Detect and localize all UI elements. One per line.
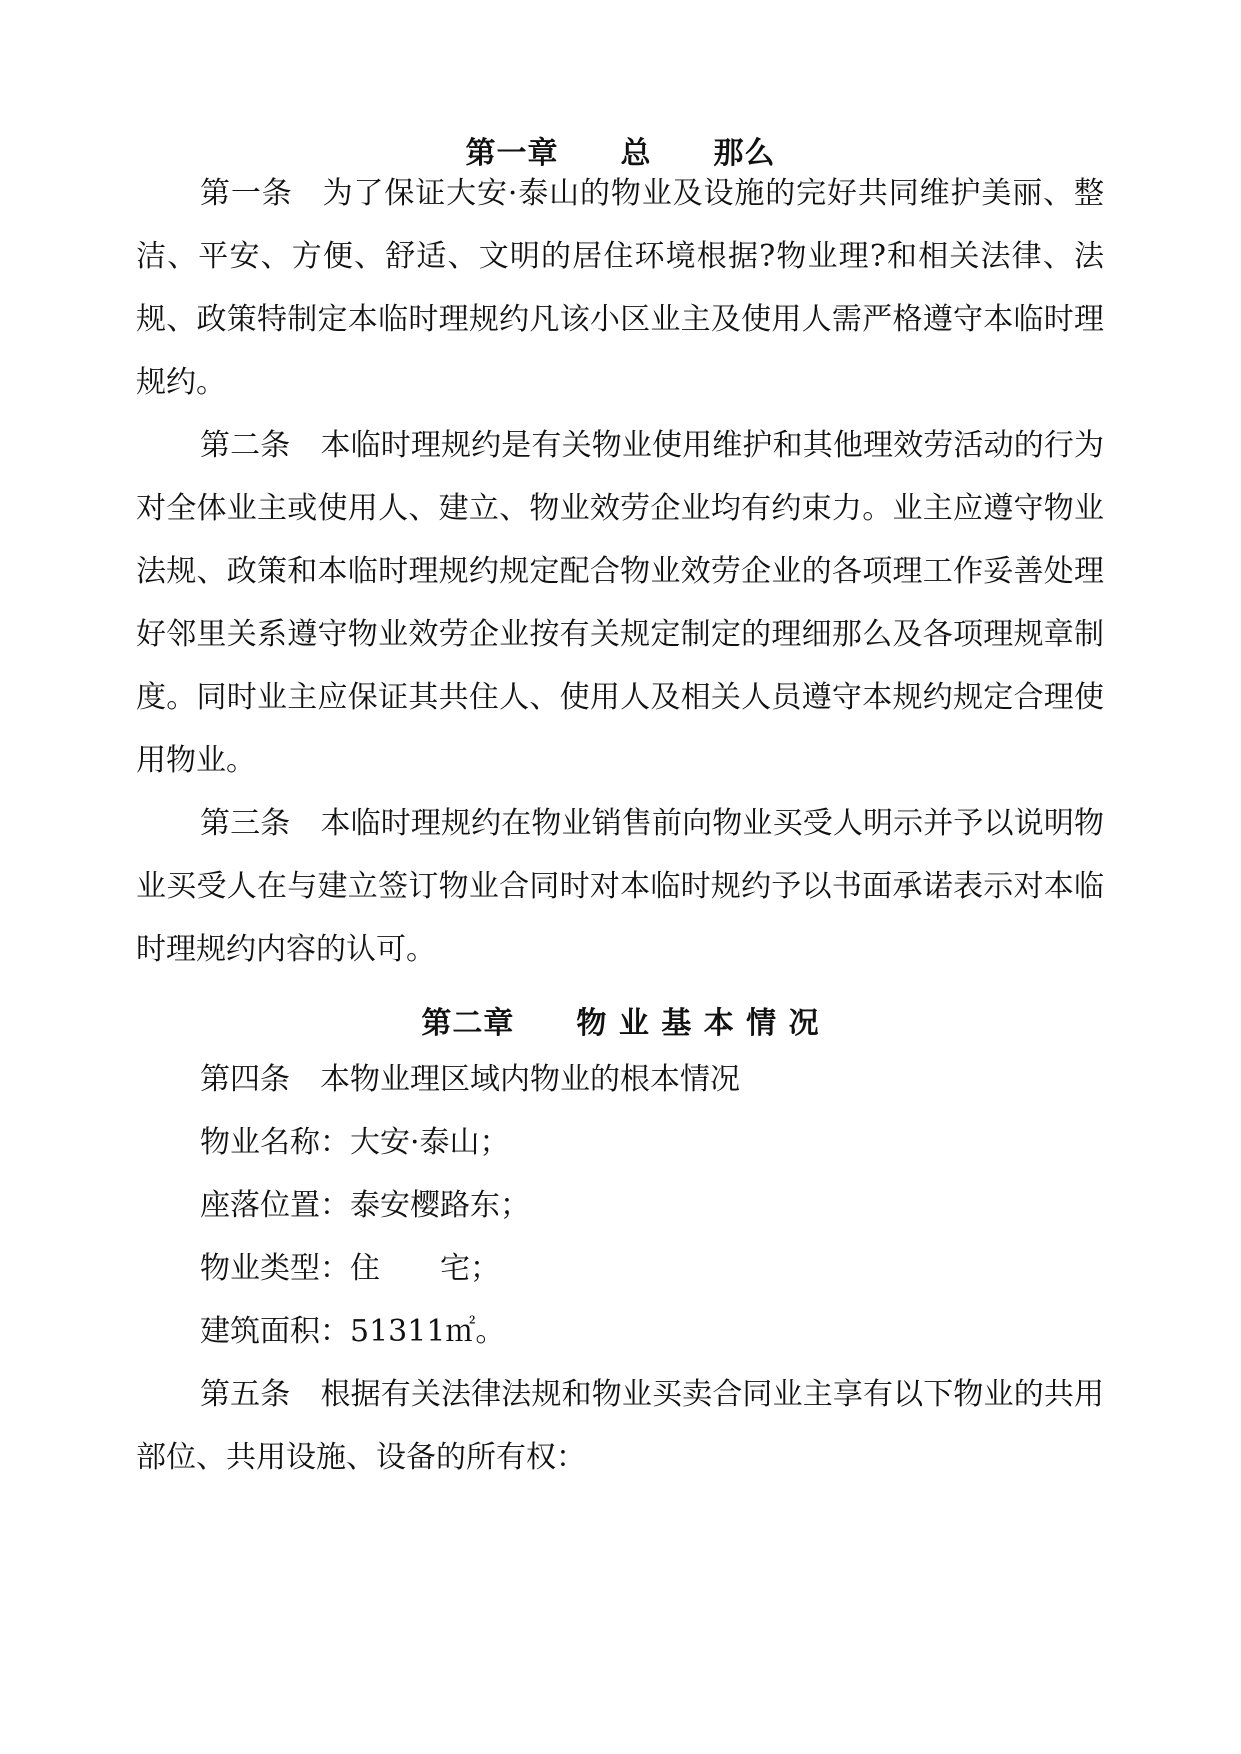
article-2-text: 本临时理规约是有关物业使用维护和其他理效劳活动的行为对全体业主或使用人、建立、物业效劳企业均有约束力。业主应遵守物业法规、政策和本临时理规约规定配合物业效劳企业的各项理工作妥善处理好邻里关系遵守物业效劳企业按有关规定制定的理细那么及各项理规章制度。同时业主应保证其共住人、使用人及相关人员遵守本规约规定合理使用物业。 bbox=[136, 428, 1105, 778]
article-2 bbox=[136, 414, 1104, 792]
info-location: 座落位置：泰安樱路东； bbox=[200, 1188, 530, 1223]
chapter-2-title: 第二章 物 业 基 本 情 况 bbox=[421, 1006, 820, 1041]
article-4-label: 第四条 bbox=[200, 1062, 290, 1097]
chapter-1-title: 第一章 总 那么 bbox=[465, 136, 776, 171]
property-info-section bbox=[200, 1048, 740, 1363]
article-4-text: 本物业理区域内物业的根本情况 bbox=[320, 1062, 740, 1097]
article-3-label: 第三条 bbox=[200, 806, 291, 841]
article-1-text: 为了保证大安·泰山的物业及设施的完好共同维护美丽、整洁、平安、方便、舒适、文明的居住环境根据?物业理?和相关法律、法规、政策特制定本临时理规约凡该小区业主及使用人需严格遵守本临时理规约。 bbox=[136, 176, 1104, 400]
article-5-label: 第五条 bbox=[200, 1377, 291, 1412]
article-5 bbox=[136, 1363, 1104, 1489]
info-property-type: 物业类型：住 宅； bbox=[200, 1251, 500, 1286]
info-property-name: 物业名称：大安·泰山； bbox=[200, 1125, 510, 1160]
article-3 bbox=[136, 792, 1104, 981]
article-5-text: 根据有关法律法规和物业买卖合同业主享有以下物业的共用部位、共用设施、设备的所有权： bbox=[136, 1377, 1105, 1475]
article-4 bbox=[200, 1048, 740, 1111]
article-5-block bbox=[136, 1363, 1104, 1489]
article-3-text: 本临时理规约在物业销售前向物业买受人明示并予以说明物业买受人在与建立签订物业合同时对本临时规约予以书面承诺表示对本临时理规约内容的认可。 bbox=[136, 806, 1105, 967]
article-2-label: 第二条 bbox=[200, 428, 291, 463]
article-1 bbox=[136, 162, 1104, 414]
article-1-label: 第一条 bbox=[200, 176, 293, 211]
info-building-area: 建筑面积：51311㎡。 bbox=[200, 1314, 506, 1349]
chapter-1-body bbox=[136, 162, 1104, 981]
